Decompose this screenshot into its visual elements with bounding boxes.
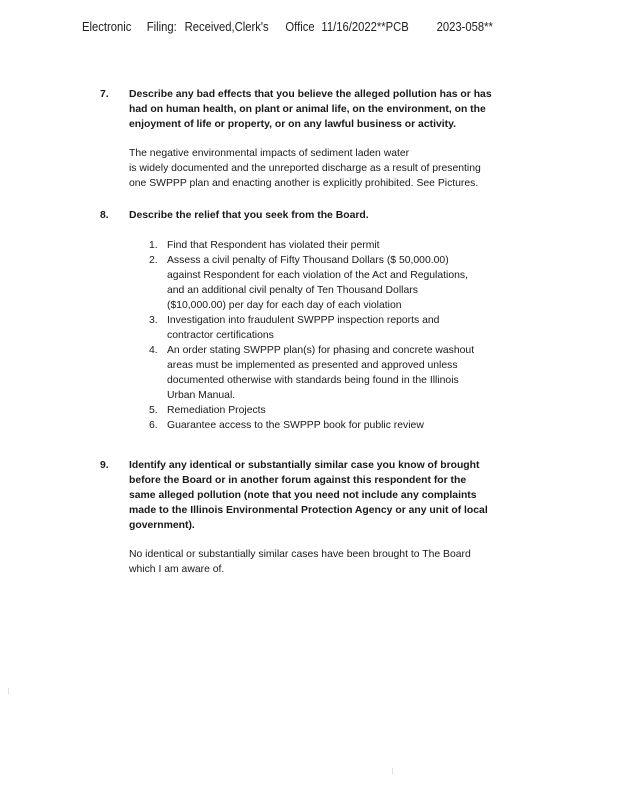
- scan-speck: [392, 768, 393, 774]
- relief-item-number: 2.: [149, 255, 158, 266]
- relief-item-line: Find that Respondent has violated their permit: [167, 240, 380, 251]
- relief-item-line: contractor certifications: [167, 330, 274, 341]
- question-line: Identify any identical or substantially similar case you know of brought: [129, 460, 480, 471]
- relief-item: [149, 343, 510, 403]
- relief-item-line: ($10,000.00) per day for each day of each violation: [167, 300, 402, 311]
- question-line: made to the Illinois Environmental Protection Agency or any unit of local: [129, 505, 488, 516]
- header-date: 11/16/2022**PCB: [321, 20, 409, 34]
- question-line: enjoyment of life or property, or on any lawful business or activity.: [129, 119, 456, 130]
- section-8-number: 8.: [100, 210, 109, 221]
- header-filing: Filing:: [146, 20, 177, 34]
- relief-item-line: Guarantee access to the SWPPP book for public review: [167, 420, 424, 431]
- section-9-question: [129, 458, 510, 533]
- section-8-question: Describe the relief that you seek from the Board.: [129, 210, 369, 221]
- relief-item-line: against Respondent for each violation of the Act and Regulations,: [167, 270, 468, 281]
- relief-list: [100, 238, 510, 433]
- answer-line: The negative environmental impacts of sediment laden water: [129, 148, 410, 159]
- header-case-number: 2023-058**: [436, 20, 493, 34]
- section-9: [100, 458, 510, 577]
- relief-item-line: documented otherwise with standards being found in the Illinois: [167, 375, 459, 386]
- relief-item: [149, 313, 510, 343]
- relief-item-number: 1.: [149, 240, 158, 251]
- header-received: Received,Clerk's: [184, 20, 269, 34]
- relief-item-number: 4.: [149, 345, 158, 356]
- relief-item-line: Assess a civil penalty of Fifty Thousand Dollars ($ 50,000.00): [167, 255, 449, 266]
- answer-line: one SWPPP plan and enacting another is explicitly prohibited. See Pictures.: [129, 178, 479, 189]
- relief-item-line: and an additional civil penalty of Ten Thousand Dollars: [167, 285, 418, 296]
- relief-item-line: areas must be implemented as presented and approved unless: [167, 360, 458, 371]
- filing-header: [82, 20, 493, 34]
- relief-item-line: An order stating SWPPP plan(s) for phasing and concrete washout: [167, 345, 475, 356]
- relief-item: [149, 238, 510, 253]
- relief-item-line: Urban Manual.: [167, 390, 236, 401]
- relief-item-number: 5.: [149, 405, 158, 416]
- question-line: same alleged pollution (note that you need not include any complaints: [129, 490, 477, 501]
- section-7-number: 7.: [100, 89, 109, 100]
- answer-line: which I am aware of.: [129, 564, 225, 575]
- relief-item-line: Remediation Projects: [167, 405, 266, 416]
- section-7-question: [129, 87, 510, 132]
- section-7: [100, 87, 510, 191]
- section-8: [100, 208, 510, 433]
- question-line: had on human health, on plant or animal life, on the environment, on the: [129, 104, 486, 115]
- section-7-answer: [129, 146, 510, 191]
- answer-line: is widely documented and the unreported discharge as a result of presenting: [129, 163, 481, 174]
- answer-line: No identical or substantially similar cases have been brought to The Board: [129, 549, 471, 560]
- header-electronic: Electronic: [82, 20, 132, 34]
- question-line: government).: [129, 520, 195, 531]
- relief-item-line: Investigation into fraudulent SWPPP inspection reports and: [167, 315, 440, 326]
- question-line: before the Board or in another forum against this respondent for the: [129, 475, 467, 486]
- relief-item: [149, 253, 510, 313]
- section-9-number: 9.: [100, 460, 109, 471]
- section-9-answer: [129, 547, 510, 577]
- relief-item-number: 3.: [149, 315, 158, 326]
- question-line: Describe any bad effects that you believe the alleged pollution has or has: [129, 89, 492, 100]
- header-office: Office: [285, 20, 315, 34]
- relief-item: [149, 403, 510, 418]
- relief-item: [149, 418, 510, 433]
- relief-item-number: 6.: [149, 420, 158, 431]
- scan-speck: [8, 688, 9, 694]
